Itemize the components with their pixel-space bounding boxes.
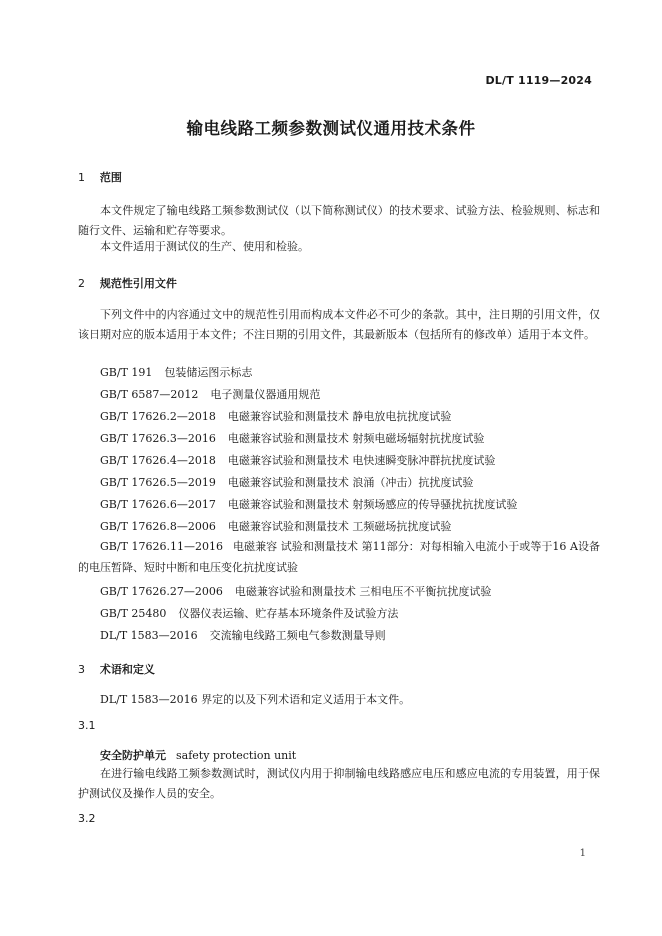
term-definition: 在进行输电线路工频参数测试时，测试仪内用于抑制输电线路感应电压和感应电流的专用装置，用于保护测试仪及操作人员的安全。	[78, 767, 600, 800]
section-3-heading	[78, 661, 155, 677]
reference-title: 电磁兼容试验和测量技术 工频磁场抗扰度试验	[227, 520, 452, 533]
reference-code: GB/T 17626.11—2016	[100, 540, 223, 553]
reference-title: 电磁兼容试验和测量技术 三相电压不平衡抗扰度试验	[234, 585, 492, 598]
reference-code: GB/T 17626.3—2016	[100, 432, 216, 445]
reference-code: GB/T 191	[100, 366, 153, 379]
reference-item-long	[78, 536, 600, 578]
reference-code: DL/T 1583—2016	[100, 629, 198, 642]
subclause-3-1-number: 3.1	[78, 719, 96, 732]
reference-item	[100, 518, 451, 534]
reference-title: 电磁兼容 试验和测量技术 第11部分：对每相输入电流小于或等于16 A设备的电压暂降、短时中断和电压变化抗扰度试验	[78, 540, 601, 574]
section-title: 规范性引用文件	[99, 277, 177, 290]
section-number: 1	[78, 171, 85, 184]
reference-title: 交流输电线路工频电气参数测量导则	[209, 629, 386, 642]
section-title: 范围	[99, 171, 122, 184]
term-english: safety protection unit	[176, 749, 297, 762]
reference-title: 电磁兼容试验和测量技术 浪涌（冲击）抗扰度试验	[227, 476, 474, 489]
reference-item	[100, 430, 484, 446]
reference-code: GB/T 17626.5—2019	[100, 476, 216, 489]
standard-code: DL/T 1119—2024	[485, 74, 592, 87]
section-number: 3	[78, 663, 85, 676]
reference-title: 电磁兼容试验和测量技术 静电放电抗扰度试验	[227, 410, 452, 423]
reference-code: GB/T 17626.8—2006	[100, 520, 216, 533]
reference-title: 包装储运图示标志	[164, 366, 253, 379]
reference-item	[100, 386, 320, 402]
reference-title: 电磁兼容试验和测量技术 射频电磁场辐射抗扰度试验	[227, 432, 485, 445]
reference-title: 电磁兼容试验和测量技术 电快速瞬变脉冲群抗扰度试验	[227, 454, 496, 467]
reference-item	[100, 364, 252, 380]
reference-title: 电子测量仪器通用规范	[210, 388, 321, 401]
section-title: 术语和定义	[99, 663, 155, 676]
reference-item	[100, 474, 473, 490]
section-2-heading	[78, 275, 177, 291]
section-1-heading	[78, 169, 122, 185]
reference-code: GB/T 17626.27—2006	[100, 585, 223, 598]
reference-title: 仪器仪表运输、贮存基本环境条件及试验方法	[178, 607, 399, 620]
term-chinese: 安全防护单元	[100, 749, 166, 762]
section-2-intro: 下列文件中的内容通过文中的规范性引用而构成本文件必不可少的条款。其中，注日期的引用文件，仅该日期对应的版本适用于本文件；不注日期的引用文件，其最新版本（包括所有的修改单）适用于本文件。	[78, 308, 600, 341]
document-title: 输电线路工频参数测试仪通用技术条件	[186, 119, 476, 138]
reference-code: GB/T 6587—2012	[100, 388, 199, 401]
section-3-intro: DL/T 1583—2016 界定的以及下列术语和定义适用于本文件。	[100, 693, 411, 706]
reference-item	[100, 605, 398, 621]
section-1-paragraph-2: 本文件适用于测试仪的生产、使用和检验。	[100, 240, 309, 253]
reference-item	[100, 583, 491, 599]
subclause-3-2-number: 3.2	[78, 812, 96, 825]
reference-item	[100, 627, 386, 643]
section-number: 2	[78, 277, 85, 290]
reference-code: GB/T 17626.4—2018	[100, 454, 216, 467]
reference-code: GB/T 25480	[100, 607, 167, 620]
page-number: 1	[579, 848, 586, 859]
reference-item	[100, 496, 517, 512]
reference-item	[100, 452, 495, 468]
term-entry	[100, 747, 296, 763]
reference-code: GB/T 17626.2—2018	[100, 410, 216, 423]
reference-code: GB/T 17626.6—2017	[100, 498, 216, 511]
reference-item	[100, 408, 451, 424]
section-1-paragraph-1: 本文件规定了输电线路工频参数测试仪（以下简称测试仪）的技术要求、试验方法、检验规则、标志和随行文件、运输和贮存等要求。	[78, 204, 600, 237]
reference-title: 电磁兼容试验和测量技术 射频场感应的传导骚扰抗扰度试验	[227, 498, 518, 511]
